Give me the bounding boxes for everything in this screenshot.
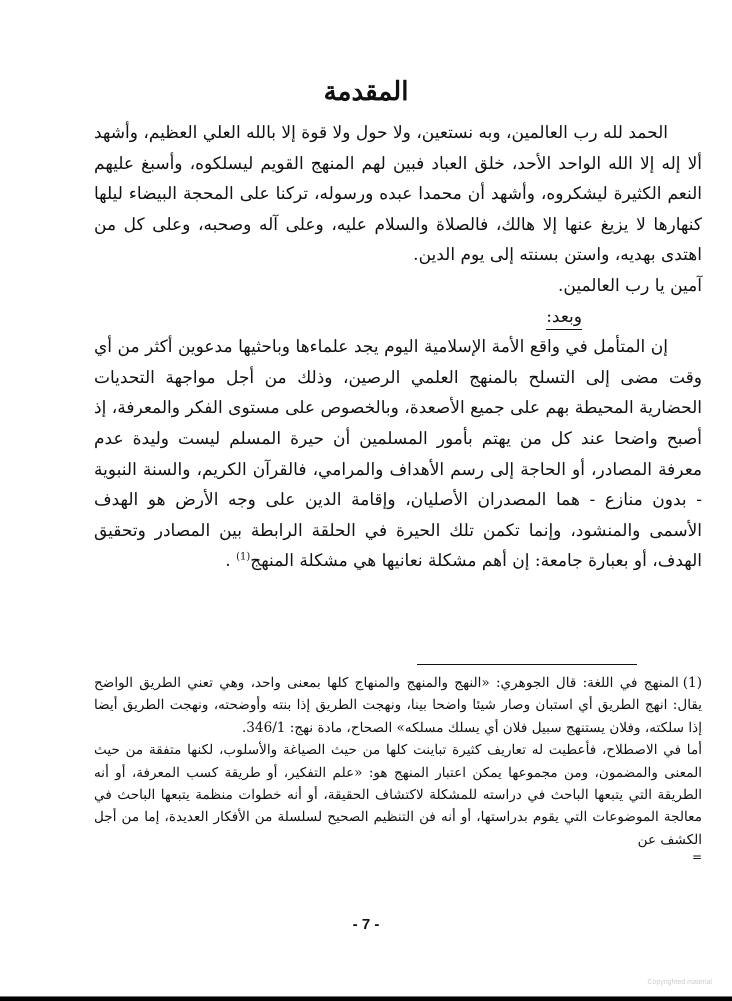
amen-line: آمين يا رب العالمين. <box>557 275 702 296</box>
footnote-continuation-mark: = <box>691 850 702 865</box>
main-text <box>94 118 702 577</box>
footnote-number: (1) <box>682 675 702 691</box>
footnote-reference[interactable]: (1) <box>236 551 251 563</box>
main-paragraph-text: إن المتأمل في واقع الأمة الإسلامية اليوم يجد علماءها وباحثيها مدعوين أكثر من أي وقت مضى إلى التسلح بالمنهج العلمي الرصين، وذلك من أجل مواجهة التحديات الحضارية المحيطة بهم على جميع الأصعدة، وبالخصوص على مستوى الفكر والمعرفة، إذ أصبح واضحا عند كل من يهتم بأمور المسلمين أن حيرة المسلم ليست وليدة عدم معرفة المصادر، أو الحاجة إلى رسم الأهداف والمرامي، فالقرآن الكريم، والسنة النبوية - بدون منازع - هما المصدران الأصليان، وإقامة الدين على وجه الأرض هو الهدف الأسمى والمنشود، وإنما تكمن تلك الحيرة في الحلقة الرابطة بين المصادر وتحقيق الهدف، أو بعبارة جامعة: إن أهم مشكلة نعانيها هي مشكلة المنهج <box>94 337 702 572</box>
intro-paragraph: الحمد لله رب العالمين، وبه نستعين، ولا حول ولا قوة إلا بالله العلي العظيم، وأشهد ألا إله إلا الله الواحد الأحد، خلق العباد فبين لهم المنهج القويم ليسلكوه، وأسبغ عليهم النعم الكثيرة ليشكروه، وأشهد أن محمدا عبده ورسوله، تركنا على المحجة البيضاء ليلها كنهارها لا يزيغ عنها إلا هالك، فالصلاة والسلام عليه، وعلى آله وصحبه، وعلى كل من اهتدى بهديه، واستن بسنته إلى يوم الدين. <box>94 123 702 266</box>
footnote-1-text: المنهج في اللغة: قال الجوهري: «النهج والمنهج والمنهاج كلها بمعنى واحد، وهي تعني الطريق الواضح يقال: انهج الطريق أي استبان وصار شيئا واضحا بينا، ونهجت الطريق إذا بنته وأوضحته، ونهجت الطريق أيضا إذا سلكته، وفلان يستنهج سبيل فلان أي يسلك مسلكه» الصحاح، مادة نهج: 346/1. <box>94 675 702 736</box>
footnote-1-continued: أما في الاصطلاح، فأعطيت له تعاريف كثيرة تباينت كلها من حيث الصياغة والأسلوب، لكنها متفقة من حيث المعنى والمضمون، ومن مجموعها يمكن اعتبار المنهج هو: «علم التفكير، أو طريقة كسب المعرفة، أو أنه الطريقة التي يتبعها الباحث في دراسته للمشكلة لاكتشاف الحقيقة، أو أنه خطوات منظمة يتبعها الباحث في معالجة الموضوعات التي يقوم بدراستها، أو أنه فن التنظيم الصحيح لسلسلة من الأفكار العديدة، إما من أجل الكشف عن <box>94 742 702 848</box>
footnote-separator <box>417 664 637 665</box>
page-title: المقدمة <box>323 77 409 107</box>
copyright-watermark: Copyrighted material <box>647 979 712 986</box>
page-number: - 7 - <box>352 916 380 933</box>
wabad-line <box>94 302 702 333</box>
bottom-edge-bar <box>0 996 732 1001</box>
footnote-1 <box>94 672 702 739</box>
main-paragraph-end: . <box>225 551 237 572</box>
main-paragraph <box>94 332 702 577</box>
footnotes <box>94 672 702 863</box>
wabad-heading: وبعد: <box>546 305 582 330</box>
